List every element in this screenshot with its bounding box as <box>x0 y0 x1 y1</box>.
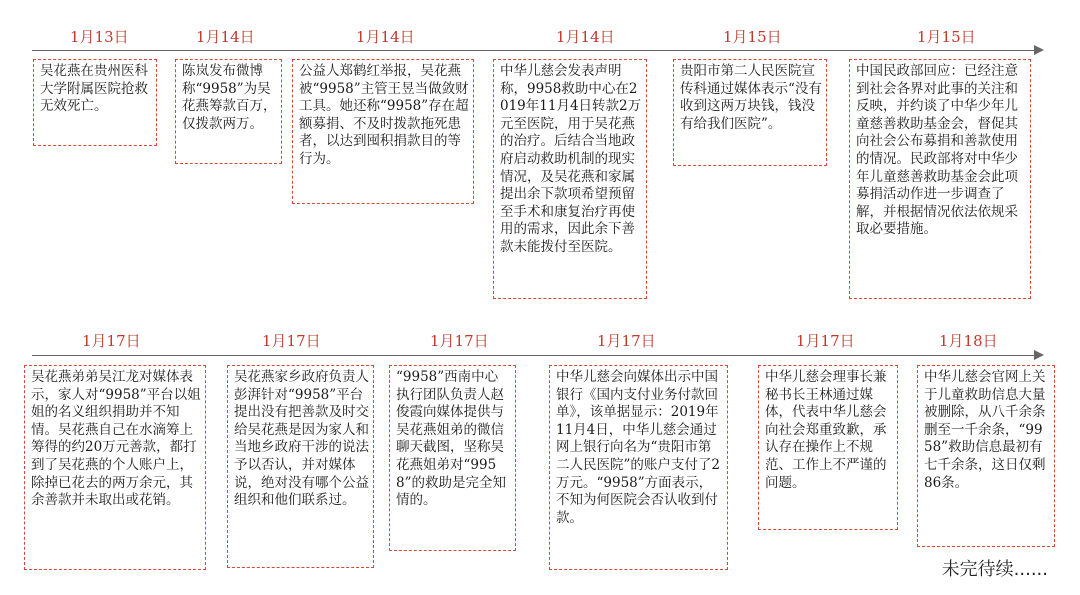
event-box: 吴花燕家乡政府负责人彭湃针对“9958”平台提出没有把善款及时交给吴花燕是因为家人和当地乡政府干涉的说法予以否认，并对媒体说，绝对没有哪个公益组织和他们联系过。 <box>227 365 374 568</box>
event-date: 1月15日 <box>917 28 976 46</box>
event-date: 1月13日 <box>70 28 129 46</box>
event-date: 1月17日 <box>796 332 855 350</box>
event-date: 1月18日 <box>939 332 998 350</box>
event-box: 中华儿慈会官网上关于儿童救助信息大量被删除，从八千余条删至一千余条，“9958”救助信息最初有七千余条，这日仅剩86条。 <box>917 365 1055 547</box>
event-box: 陈岚发布微博称“9958”为吴花燕筹款百万，仅拨款两万。 <box>175 59 282 164</box>
event-date: 1月14日 <box>196 28 255 46</box>
event-box: 公益人郑鹤红举报，吴花燕被“9958”主管王昱当做敛财工具。她还称“9958”存在超额募捐、不及时拨款拖死患者，以达到囤积捐款目的等行为。 <box>292 59 474 204</box>
event-box: 中华儿慈会发表声明称，9958救助中心在2019年11月4日转款2万元至医院，用于吴花燕的治疗。后结合当地政府启动救助机制的现实情况，及吴花燕和家属提出余下款项希望预留至手术和康复治疗再使用的需求，因此余下善款未能拨付至医院。 <box>493 59 647 299</box>
timeline-axis-top <box>32 50 1036 51</box>
event-date: 1月17日 <box>430 332 489 350</box>
event-box: 贵阳市第二人民医院宣传科通过媒体表示“没有收到这两万块钱，钱没有给我们医院”。 <box>673 59 827 166</box>
event-date: 1月17日 <box>262 332 321 350</box>
event-box: 吴花燕在贵州医科大学附属医院抢救无效死亡。 <box>33 59 157 146</box>
event-date: 1月17日 <box>82 332 141 350</box>
event-box: “9958”西南中心执行团队负责人赵俊霞向媒体提供与吴花燕姐弟的微信聊天截图，坚称吴花燕姐弟对“9958”的救助是完全知情的。 <box>389 365 516 551</box>
event-box: 中国民政部回应：已经注意到社会各界对此事的关注和反映，并约谈了中华少年儿童慈善救助基金会，督促其向社会公布募捐和善款使用的情况。民政部将对中华少年儿童慈善救助基金会此项募捐活动作进一步调查了解，并根据情况依法依规采取必要措施。 <box>849 59 1031 299</box>
to-be-continued-note: 未完待续...... <box>941 559 1048 580</box>
timeline-axis-bottom <box>32 355 1036 356</box>
event-date: 1月14日 <box>356 28 415 46</box>
event-date: 1月14日 <box>556 28 615 46</box>
timeline-arrow-top-icon <box>1034 45 1044 55</box>
event-date: 1月15日 <box>723 28 782 46</box>
timeline-arrow-bottom-icon <box>1034 350 1044 360</box>
event-box: 中华儿慈会向媒体出示中国银行《国内支付业务付款回单》，该单据显示：2019年11月4日，中华儿慈会通过网上银行向名为“贵阳市第二人民医院”的账户支付了2万元。“9958”方面表示，不知为何医院会否认收到付款。 <box>549 365 728 570</box>
event-date: 1月17日 <box>597 332 656 350</box>
event-box: 中华儿慈会理事长兼秘书长王林通过媒体，代表中华儿慈会向社会郑重致歉，承认存在操作上不规范、工作上不严谨的问题。 <box>758 365 898 530</box>
event-box: 吴花燕弟弟吴江龙对媒体表示，家人对“9958”平台以姐姐的名义组织捐助并不知情。吴花燕自己在水滴筹上筹得的约20万元善款，都打到了吴花燕的个人账户上，除掉已花去的两万余元，其余善款并未取出或花销。 <box>24 365 206 570</box>
